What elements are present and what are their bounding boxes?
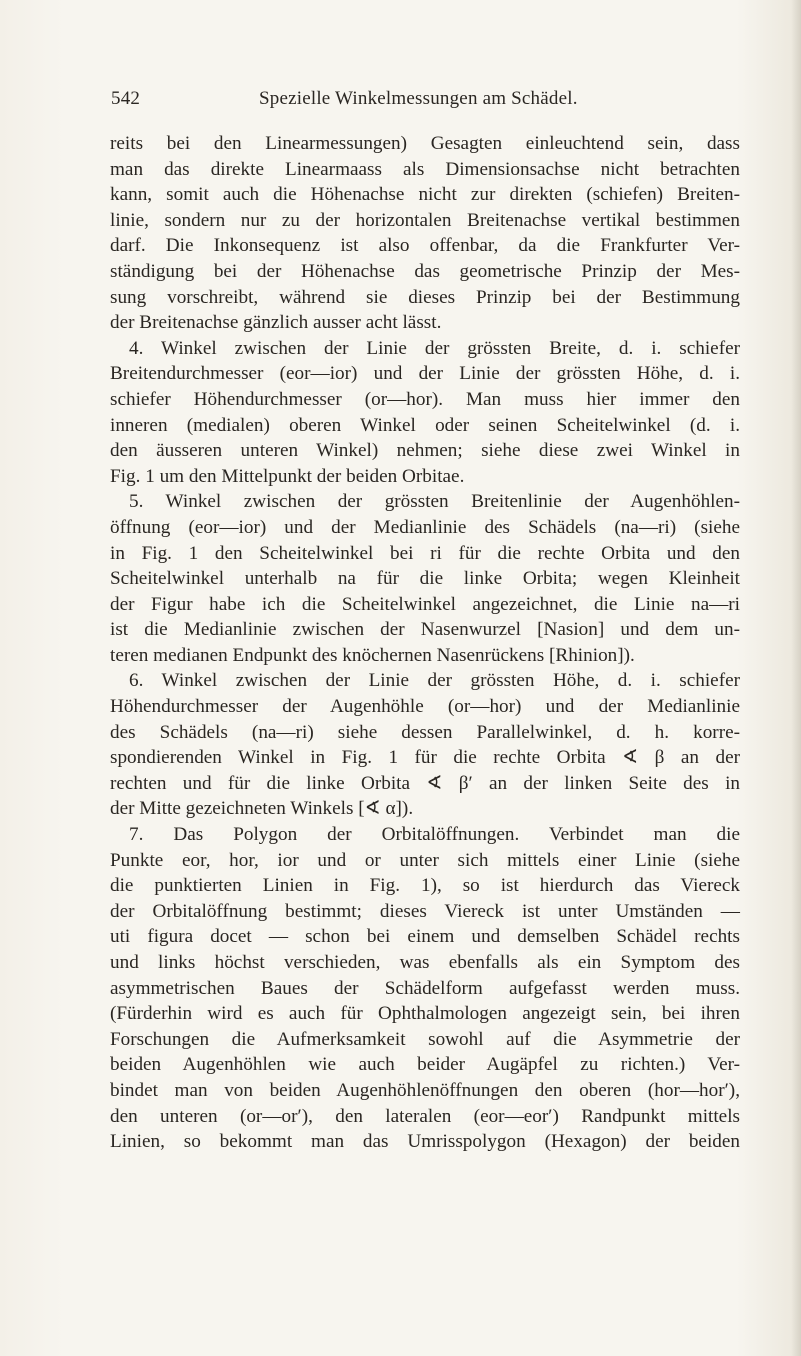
text-line: 7. Das Polygon der Orbitalöffnungen. Verbindet man die <box>129 824 740 846</box>
text-line: ständigung bei der Höhenachse das geometrische Prinzip der Mes- <box>110 260 740 282</box>
text-line: und links höchst verschieden, was ebenfalls als ein Symptom des <box>110 952 740 973</box>
text-line: (Fürderhin wird es auch für Ophthalmologen angezeigt sein, bei ihren <box>110 1003 740 1025</box>
body-text <box>110 131 740 1155</box>
text-line: spondierenden Winkel in Fig. 1 für die rechte Orbita ∢ β an der <box>110 747 740 769</box>
text-line: inneren (medialen) oberen Winkel oder seinen Scheitelwinkel (d. i. <box>110 414 740 436</box>
text-line: sung vorschreibt, während sie dieses Prinzip bei der Bestimmung <box>110 286 740 308</box>
text-line: darf. Die Inkonsequenz ist also offenbar, da die Frankfurter Ver- <box>110 235 740 257</box>
page-number: 542 <box>111 88 141 109</box>
text-line: öffnung (eor—ior) und der Medianlinie des Schädels (na—ri) (siehe <box>110 516 740 538</box>
text-line: Linien, so bekommt man das Umrisspolygon (Hexagon) der beiden <box>110 1131 740 1153</box>
text-line: 6. Winkel zwischen der Linie der grössten Höhe, d. i. schiefer <box>129 670 740 692</box>
text-line: bindet man von beiden Augenhöhlenöffnungen den oberen (hor—hor′), <box>110 1079 740 1101</box>
text-line: der Orbitalöffnung bestimmt; dieses Viereck ist unter Umständen — <box>110 900 740 922</box>
page-edge-shadow <box>791 0 801 1356</box>
text-line: der Mitte gezeichneten Winkels [∢ α]). <box>110 798 414 820</box>
text-line: linie, sondern nur zu der horizontalen Breitenachse vertikal bestimmen <box>110 209 740 231</box>
text-line: Höhendurchmesser der Augenhöhle (or—hor) und der Medianlinie <box>110 696 740 718</box>
text-line: Fig. 1 um den Mittelpunkt der beiden Orbitae. <box>110 465 465 487</box>
text-line: 5. Winkel zwischen der grössten Breitenlinie der Augenhöhlen- <box>129 491 740 513</box>
text-line: ist die Medianlinie zwischen der Nasenwurzel [Nasion] und dem un- <box>110 619 740 641</box>
text-line: der Figur habe ich die Scheitelwinkel angezeichnet, die Linie na—ri <box>110 593 740 615</box>
text-line: Forschungen die Aufmerksamkeit sowohl auf die Asymmetrie der <box>110 1028 740 1050</box>
text-line: schiefer Höhendurchmesser (or—hor). Man muss hier immer den <box>110 388 740 410</box>
text-line: reits bei den Linearmessungen) Gesagten einleuchtend sein, dass <box>110 133 740 154</box>
text-line: uti figura docet — schon bei einem und demselben Schädel rechts <box>110 926 740 948</box>
text-line: asymmetrischen Baues der Schädelform aufgefasst werden muss. <box>110 977 740 999</box>
text-line: die punktierten Linien in Fig. 1), so ist hierdurch das Viereck <box>110 875 740 897</box>
text-line: Punkte eor, hor, ior und or unter sich mittels einer Linie (siehe <box>110 849 740 871</box>
running-head <box>111 88 711 114</box>
text-line: kann, somit auch die Höhenachse nicht zur direkten (schiefen) Breiten- <box>110 184 740 206</box>
text-line: Scheitelwinkel unterhalb na für die linke Orbita; wegen Kleinheit <box>110 568 740 590</box>
text-line: den unteren (or—or′), den lateralen (eor—eor′) Randpunkt mittels <box>110 1105 740 1127</box>
text-line: den äusseren unteren Winkel) nehmen; siehe diese zwei Winkel in <box>110 440 740 462</box>
text-line: der Breitenachse gänzlich ausser acht lässt. <box>110 312 442 334</box>
text-line: Breitendurchmesser (eor—ior) und der Linie der grössten Höhe, d. i. <box>110 363 740 385</box>
text-line: teren medianen Endpunkt des knöchernen Nasenrückens [Rhinion]). <box>110 644 635 666</box>
text-line: des Schädels (na—ri) siehe dessen Parallelwinkel, d. h. korre- <box>110 721 740 743</box>
text-line: beiden Augenhöhlen wie auch beider Augäpfel zu richten.) Ver- <box>110 1054 740 1076</box>
text-line: rechten und für die linke Orbita ∢ β′ an der linken Seite des in <box>110 772 740 794</box>
running-title: Spezielle Winkelmessungen am Schädel. <box>259 88 578 109</box>
text-line: man das direkte Linearmaass als Dimensionsachse nicht betrachten <box>110 158 740 180</box>
text-line: in Fig. 1 den Scheitelwinkel bei ri für die rechte Orbita und den <box>110 542 740 564</box>
text-line: 4. Winkel zwischen der Linie der grössten Breite, d. i. schiefer <box>129 337 740 359</box>
